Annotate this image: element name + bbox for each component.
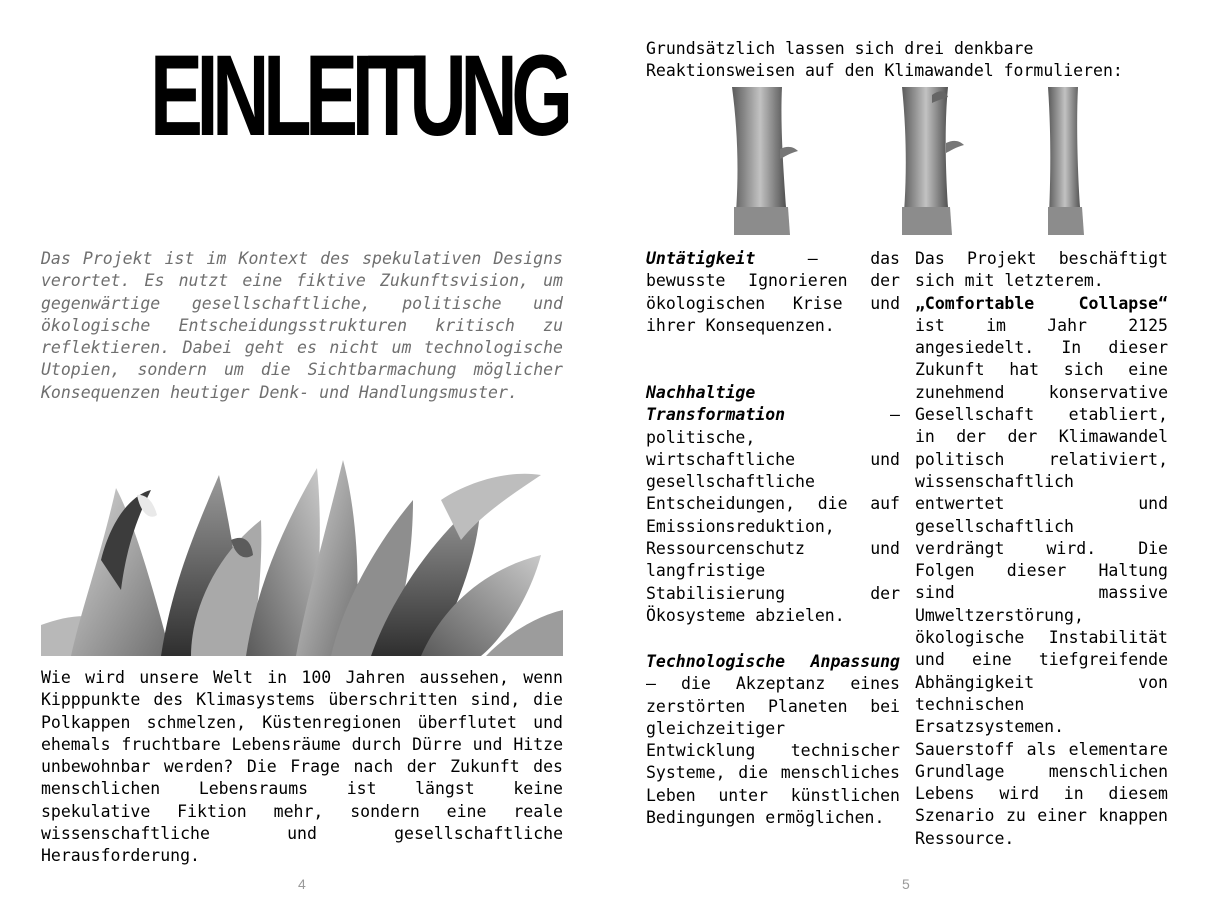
question-paragraph: Wie wird unsere Welt in 100 Jahren aussehen, wenn Kipppunkte des Klimasystems überschritten sind, die Polkappen schmelzen, Küstenregionen überflutet und ehemals fruchtbare Lebensräume durch Dürre und Hitze unbewohnbar werden? Die Frage nach der Zukunft des menschlichen Lebensraums ist längst keine spekulative Fiktion mehr, sondern eine reale wissenschaftliche und gesellschaftliche Herausforderung.: [41, 668, 563, 866]
intro-paragraph: Das Projekt ist im Kontext des spekulativen Designs verortet. Es nutzt eine fiktive Zukunftsvision, um gegenwärtige gesellschaftliche, politische und ökologische Entscheidungsstrukturen kritisch zu reflektieren. Dabei geht es nicht um technologische Utopien, sondern um die Sichtbarmachung möglicher Konsequenzen heutiger Denk- und Handlungsmuster.: [41, 249, 563, 402]
reaction-text-technological-adaptation: – die Akzeptanz eines zerstörten Planeten bei gleichzeitiger Entwicklung technischer Systeme, die menschliches Leben unter künstlichen Bedingungen ermöglichen.: [646, 674, 900, 828]
right-page: [604, 0, 1209, 907]
project-name: „Comfortable Collapse“: [915, 293, 1168, 313]
reaction-technological-adaptation: [646, 651, 900, 829]
tree-trunk-image-3: [1042, 87, 1088, 235]
project-scenario-text: ist im Jahr 2125 angesiedelt. In dieser Zukunft hat sich eine zunehmend konservative Gesellschaft etabliert, in der der Klimawandel politisch relativiert, wissenschaftlich entwertet und gesellschaftlich verdrängt wird. Die Folgen dieser Haltung sind massive Umweltzerstörung, ökologische Instabilität und eine tiefgreifende Abhängigkeit von technischen Ersatzsystemen.: [915, 315, 1168, 737]
reaction-term-inaction: Untätigkeit: [646, 249, 756, 268]
page-number-left: 4: [298, 876, 306, 892]
lead-paragraph: Grundsätzlich lassen sich drei denkbare Reaktionsweisen auf den Klimawandel formulieren:: [646, 39, 1123, 81]
reaction-text-sustainable-transformation: – politische, wirtschaftliche und gesellschaftliche Entscheidungen, die auf Emissionsreduktion, Ressourcenschutz und langfristige Stabilisierung der Ökosysteme abzielen.: [646, 405, 900, 625]
flower-photo: [41, 460, 563, 656]
reaction-term-technological-adaptation: Technologische Anpassung: [646, 652, 900, 671]
reaction-sustainable-transformation: [646, 382, 900, 627]
project-scenario: [915, 293, 1168, 739]
page-number-right: 5: [902, 876, 910, 892]
tree-trunk-image-2: [888, 87, 964, 235]
reaction-text-inaction: – das bewusste Ignorieren der ökologischen Krise und ihrer Konsequenzen.: [646, 249, 900, 335]
page-title: EINLEITUNG: [150, 31, 567, 160]
reaction-inaction: [646, 248, 900, 337]
project-intro: Das Projekt beschäftigt sich mit letzterem.: [915, 249, 1168, 291]
project-description: [915, 248, 1168, 850]
left-page: [0, 0, 604, 907]
reaction-term-sustainable-transformation: Nachhaltige Transformation: [646, 383, 786, 425]
tree-trunk-image-1: [724, 87, 800, 235]
project-oxygen: Sauerstoff als elementare Grundlage menschlichen Lebens wird in diesem Szenario zu einer knappen Ressource.: [915, 739, 1168, 848]
